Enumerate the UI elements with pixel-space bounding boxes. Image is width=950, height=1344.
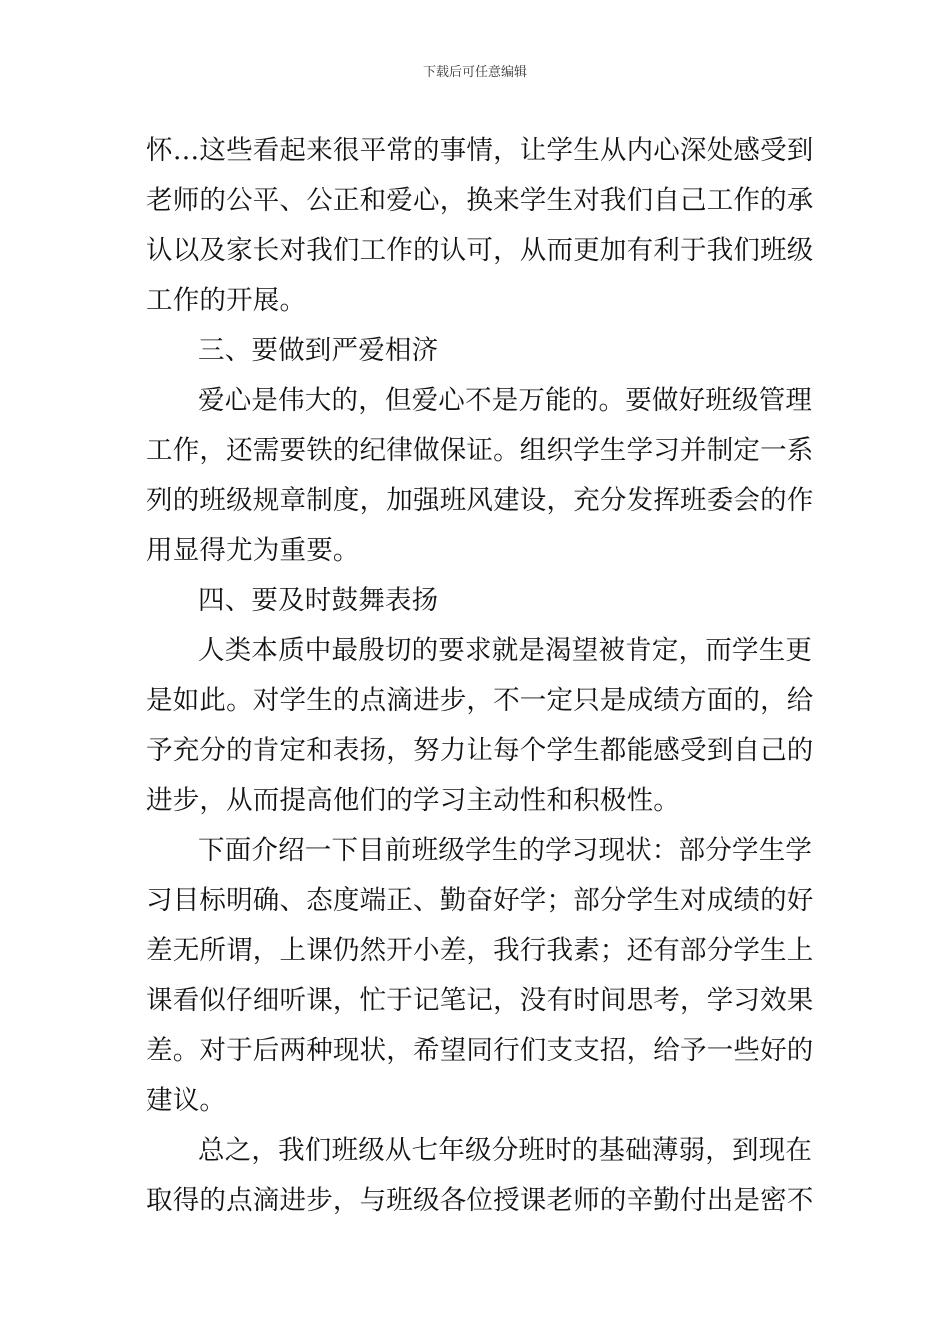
paragraph-line: 怀…这些看起来很平常的事情，让学生从内心深处感受到 [146,135,814,166]
paragraph-first-line: 爱心是伟大的，但爱心不是万能的。要做好班级管理 [198,385,813,416]
paragraph-line: 列的班级规章制度，加强班风建设，充分发挥班委会的作 [146,485,814,516]
document-body [146,126,814,1226]
paragraph-line: 习目标明确、态度端正、勤奋好学；部分学生对成绩的好 [146,885,814,916]
paragraph-line: 用显得尤为重要。 [146,535,360,566]
paragraph-line: 取得的点滴进步，与班级各位授课老师的辛勤付出是密不 [146,1185,814,1216]
paragraph-line: 是如此。对学生的点滴进步，不一定只是成绩方面的，给 [146,685,814,716]
paragraph-first-line: 四、要及时鼓舞表扬 [198,585,439,616]
page-header: 下载后可任意编辑 [422,65,527,80]
paragraph-line: 差。对于后两种现状，希望同行们支支招，给予一些好的 [146,1035,814,1066]
paragraph-line: 工作的开展。 [146,285,307,316]
paragraph-line: 课看似仔细听课，忙于记笔记，没有时间思考，学习效果 [146,985,814,1016]
paragraph-first-line: 人类本质中最殷切的要求就是渴望被肯定，而学生更 [198,635,813,666]
paragraph-first-line: 下面介绍一下目前班级学生的学习现状：部分学生学 [198,835,813,866]
paragraph-line: 进步，从而提高他们的学习主动性和积极性。 [146,785,680,816]
paragraph-line: 予充分的肯定和表扬，努力让每个学生都能感受到自己的 [146,735,814,766]
paragraph-line: 建议。 [146,1085,227,1116]
paragraph-line: 认以及家长对我们工作的认可，从而更加有利于我们班级 [146,235,814,266]
paragraph-line: 老师的公平、公正和爱心，换来学生对我们自己工作的承 [146,185,814,216]
paragraph-first-line: 三、要做到严爱相济 [198,335,439,366]
paragraph-line: 差无所谓，上课仍然开小差，我行我素；还有部分学生上 [146,935,814,966]
paragraph-line: 工作，还需要铁的纪律做保证。组织学生学习并制定一系 [146,435,814,466]
paragraph-first-line: 总之，我们班级从七年级分班时的基础薄弱，到现在 [198,1135,813,1166]
